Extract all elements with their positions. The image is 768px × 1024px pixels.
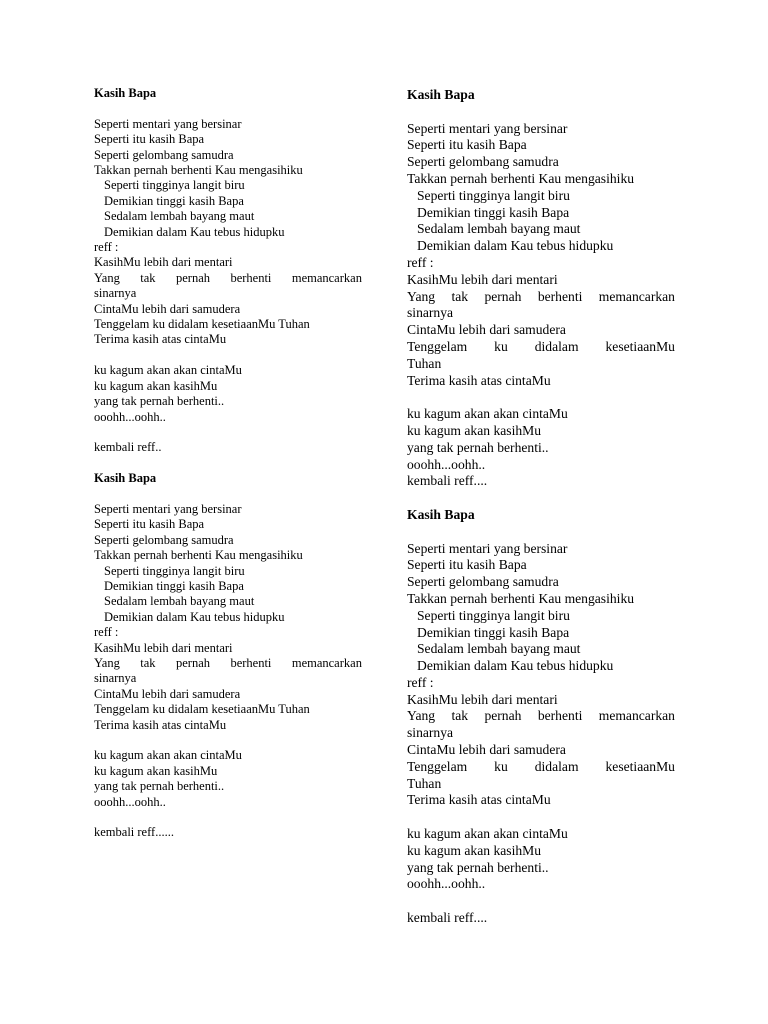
bridge-line: yang tak pernah berhenti.. [407,859,549,875]
chorus-line: Tuhan [407,355,442,371]
word: Yang [94,270,120,285]
word: berhenti [537,708,583,724]
ending-line: kembali reff.... [407,910,488,926]
verse-line: Demikian dalam Kau tebus hidupku [417,238,614,254]
verse-line: Demikian tinggi kasih Bapa [104,578,244,593]
verse-line: Sedalam lembah bayang maut [104,594,255,609]
word: tak [451,708,469,724]
bridge-line: ku kagum akan kasihMu [407,842,542,858]
verse-line: Seperti tingginya langit biru [417,607,570,623]
word: tak [140,270,156,285]
chorus-line: CintaMu lebih dari samudera [407,742,566,758]
song-title: Kasih Bapa [407,87,475,102]
word: Yang [407,288,436,304]
reff-label: reff : [407,254,434,270]
verse-line: Demikian dalam Kau tebus hidupku [104,609,285,624]
bridge-line: ooohh...oohh.. [407,456,486,472]
verse-line: Seperti gelombang samudra [407,154,559,170]
word: kesetiaanMu [605,758,675,774]
song-section-2 [94,471,362,841]
verse-line: Seperti mentari yang bersinar [407,120,568,136]
song-section-3 [407,87,675,507]
chorus-line: CintaMu lebih dari samudera [94,301,241,316]
verse-line: Seperti mentari yang bersinar [407,540,568,556]
bridge-line: ooohh...oohh.. [94,409,166,424]
word: Yang [407,708,436,724]
word: berhenti [230,655,272,670]
reff-label: reff : [94,240,119,255]
chorus-line: Tuhan [407,775,442,791]
verse-line: Seperti tingginya langit biru [104,563,245,578]
chorus-line: CintaMu lebih dari samudera [94,686,241,701]
verse-line: Demikian dalam Kau tebus hidupku [104,224,285,239]
right-column [407,87,675,927]
word: memancarkan [598,708,675,724]
word: berhenti [230,270,272,285]
word: memancarkan [598,288,675,304]
verse-line: Takkan pernah berhenti Kau mengasihiku [94,548,303,563]
word: kesetiaanMu [605,338,675,354]
reff-label: reff : [407,674,434,690]
verse-line: Seperti tingginya langit biru [104,178,245,193]
verse-line: Sedalam lembah bayang maut [417,641,581,657]
verse-line: Seperti mentari yang bersinar [94,116,242,131]
verse-line: Seperti gelombang samudra [407,574,559,590]
chorus-line-justified [94,656,362,671]
reff-label: reff : [94,625,119,640]
word: pernah [175,270,210,285]
song-title: Kasih Bapa [407,506,475,522]
word: Yang [94,655,120,670]
verse-line: Seperti mentari yang bersinar [94,501,242,516]
chorus-line: Terima kasih atas cintaMu [94,332,227,347]
chorus-line: KasihMu lebih dari mentari [94,640,233,655]
word: ku [494,338,508,354]
word: pernah [484,708,522,724]
verse-line: Sedalam lembah bayang maut [104,209,255,224]
left-column [94,86,362,841]
verse-line: Seperti itu kasih Bapa [407,557,527,573]
chorus-line: sinarnya [407,725,454,741]
word: tak [140,655,156,670]
bridge-line: ku kagum akan kasihMu [94,378,218,393]
verse-line: Sedalam lembah bayang maut [417,221,581,237]
bridge-line: ku kagum akan akan cintaMu [94,363,242,378]
chorus-line-justified [407,708,675,725]
word: didalam [534,758,579,774]
chorus-line: sinarnya [94,671,137,686]
verse-line: Seperti itu kasih Bapa [407,137,527,153]
song-section-1 [94,86,362,471]
word: memancarkan [291,270,362,285]
verse-line: Seperti gelombang samudra [94,147,234,162]
chorus-line-justified [407,339,675,356]
chorus-line: sinarnya [94,286,137,301]
bridge-line: ooohh...oohh.. [94,794,166,809]
ending-line: kembali reff...... [94,825,174,840]
bridge-line: ku kagum akan akan cintaMu [407,826,568,842]
verse-line: Demikian tinggi kasih Bapa [417,204,570,220]
chorus-line: Terima kasih atas cintaMu [94,717,227,732]
word: tak [451,288,469,304]
verse-line: Demikian tinggi kasih Bapa [417,624,570,640]
bridge-line: ku kagum akan kasihMu [407,422,542,438]
bridge-line: ku kagum akan akan cintaMu [407,406,568,422]
word: ku [494,758,508,774]
chorus-line: CintaMu lebih dari samudera [407,322,566,338]
bridge-line: yang tak pernah berhenti.. [94,394,225,409]
chorus-line: KasihMu lebih dari mentari [407,271,558,287]
word: pernah [175,655,210,670]
word: berhenti [537,288,583,304]
word: pernah [484,288,522,304]
chorus-line: Tenggelam ku didalam kesetiaanMu Tuhan [94,702,310,717]
word: Tenggelam [407,758,468,774]
verse-line: Seperti tingginya langit biru [417,187,570,203]
chorus-line: Terima kasih atas cintaMu [407,372,551,388]
chorus-line: KasihMu lebih dari mentari [407,691,558,707]
verse-line: Takkan pernah berhenti Kau mengasihiku [407,170,635,186]
ending-line: kembali reff.... [407,473,488,489]
ending-line: kembali reff.. [94,440,162,455]
bridge-line: yang tak pernah berhenti.. [407,439,549,455]
chorus-line-justified [407,289,675,306]
verse-line: Demikian dalam Kau tebus hidupku [417,658,614,674]
song-title: Kasih Bapa [94,471,157,486]
chorus-line: sinarnya [407,305,454,321]
verse-line: Seperti gelombang samudra [94,532,234,547]
chorus-line-justified [94,271,362,286]
chorus-line-justified [407,759,675,776]
verse-line: Seperti itu kasih Bapa [94,132,205,147]
song-title: Kasih Bapa [94,86,157,100]
word: memancarkan [291,655,362,670]
word: Tenggelam [407,338,468,354]
bridge-line: ooohh...oohh.. [407,876,486,892]
bridge-line: ku kagum akan kasihMu [94,763,218,778]
chorus-line: Terima kasih atas cintaMu [407,792,551,808]
chorus-line: KasihMu lebih dari mentari [94,255,233,270]
song-section-4 [407,507,675,927]
verse-line: Demikian tinggi kasih Bapa [104,193,244,208]
bridge-line: yang tak pernah berhenti.. [94,779,225,794]
bridge-line: ku kagum akan akan cintaMu [94,748,242,763]
verse-line: Seperti itu kasih Bapa [94,517,205,532]
verse-line: Takkan pernah berhenti Kau mengasihiku [407,590,635,606]
verse-line: Takkan pernah berhenti Kau mengasihiku [94,163,303,178]
chorus-line: Tenggelam ku didalam kesetiaanMu Tuhan [94,317,310,332]
word: didalam [534,338,579,354]
